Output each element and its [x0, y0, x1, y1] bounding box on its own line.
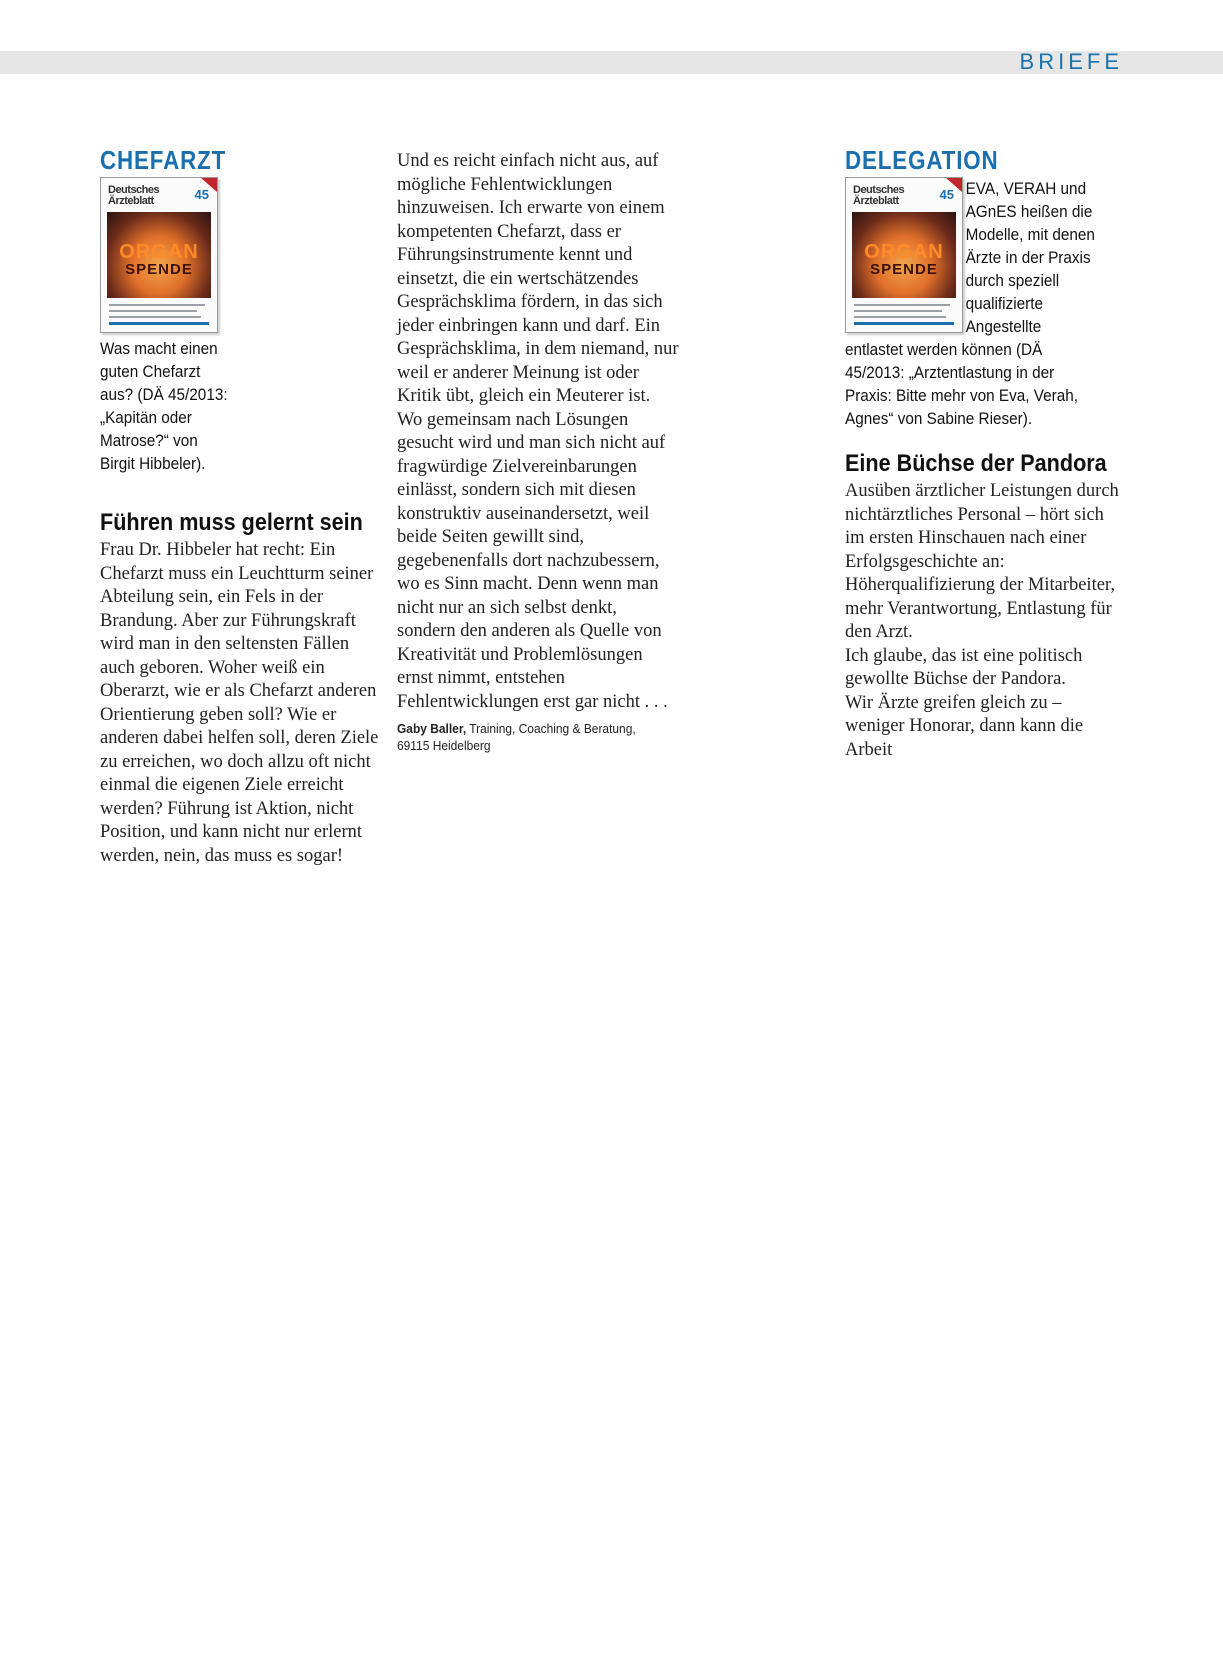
body-paragraph: Ausüben ärztlicher Leistungen durch nichtärztliches Personal – hört sich im ersten Hinschauen nach einer Erfolgsgeschichte an: Höherqualifizierung der Mitarbeiter, mehr Verantwortung, Entlastung für den Arzt. — [845, 481, 1119, 642]
intro-text: Was macht einen guten Chefarzt aus? (DÄ 45/2013: „Kapitän oder Matrose?“ von Birgit Hibbeler). — [100, 339, 228, 473]
intro-text: EVA, VERAH und AGnES heißen die Modelle, mit denen Ärzte in der Praxis durch speziell qualifizierte Angestellte entlastet werden können (DÄ 45/2013: „Arztentlastung in der Praxis: Bitte mehr von Eva, Verah, Agnes“ von Sabine Rieser). — [845, 179, 1095, 428]
cover-title-line2: Ärzteblatt — [108, 195, 154, 207]
kicker-delegation: DELEGATION — [845, 145, 999, 175]
letter-chefarzt — [100, 145, 380, 868]
body-paragraph: Ich glaube, das ist eine politisch gewollte Büchse der Pandora. — [845, 645, 1083, 689]
section-label: BRIEFE — [1019, 49, 1123, 74]
cover-title-line2: Ärzteblatt — [853, 195, 899, 207]
cover-headline-organ: ORGAN — [119, 241, 199, 263]
intro-block — [845, 177, 1125, 430]
author-affiliation: Training, Coaching & Beratung, — [466, 721, 636, 736]
intro-block — [100, 177, 380, 475]
letter-body-continued: Und es reicht einfach nicht aus, auf mögliche Fehlentwicklungen hinzuweisen. Ich erwarte von einem kompetenten Chefarzt, dass er Führungsinstrumente kennt und einsetzt, die ein wertschätzendes Gesprächsklima fördern, in das sich jeder einbringen kann und darf. Ein Gesprächsklima, in dem niemand, nur weil er anderer Meinung ist oder Kritik übt, gleich ein Meuterer ist. Wo gemeinsam nach Lösungen gesucht wird und man sich nicht auf fragwürdige Zielvereinbarungen einlässt, sondern sich mit diesen konstruktiv auseinandersetzt, weil beide Seiten gewillt sind, gegebenenfalls dort nachzubessern, wo es Sinn macht. Denn wenn man nicht nur an sich selbst denkt, sondern den anderen als Quelle von Kreativität und Problemlösungen ernst nimmt, entstehen Fehlentwicklungen erst gar nicht . . . — [397, 151, 679, 712]
cover-headline-spende: SPENDE — [125, 261, 193, 278]
body-paragraph: Wir Ärzte greifen gleich zu – weniger Honorar, dann kann die Arbeit — [845, 692, 1084, 760]
letter-signature — [397, 720, 656, 754]
letter-headline: Eine Büchse der Pandora — [845, 450, 1107, 477]
cover-headline-organ: ORGAN — [864, 241, 944, 263]
author-name: Gaby Baller, — [397, 721, 467, 736]
letter-delegation — [845, 145, 1125, 762]
cover-headline-spende: SPENDE — [870, 261, 938, 278]
letter-continuation — [397, 150, 679, 754]
kicker-chefarzt: CHEFARZT — [100, 145, 227, 175]
letter-body: Frau Dr. Hibbeler hat recht: Ein Chefarzt muss ein Leuchtturm seiner Abteilung sein, ein Fels in der Brandung. Aber zur Führungskraft wird man in den seltensten Fällen auch geboren. Woher weiß ein Oberarzt, wie er als Chefarzt anderen Orientierung geben soll? Wie er anderen dabei helfen soll, deren Ziele zu erreichen, wo doch allzu oft nicht einmal die eigenen Ziele erreicht werden? Führung ist Aktion, nicht Position, und kann nicht nur erlernt werden, nein, das muss es sogar! — [100, 540, 379, 866]
letter-headline: Führen muss gelernt sein — [100, 509, 363, 536]
author-city: 69115 Heidelberg — [397, 738, 491, 753]
letter-body — [845, 480, 1125, 762]
cover-issue-number: 45 — [939, 187, 954, 202]
cover-title-line1: Deutsches — [108, 184, 160, 196]
cover-title-line1: Deutsches — [853, 184, 905, 196]
cover-issue-number: 45 — [194, 187, 209, 202]
